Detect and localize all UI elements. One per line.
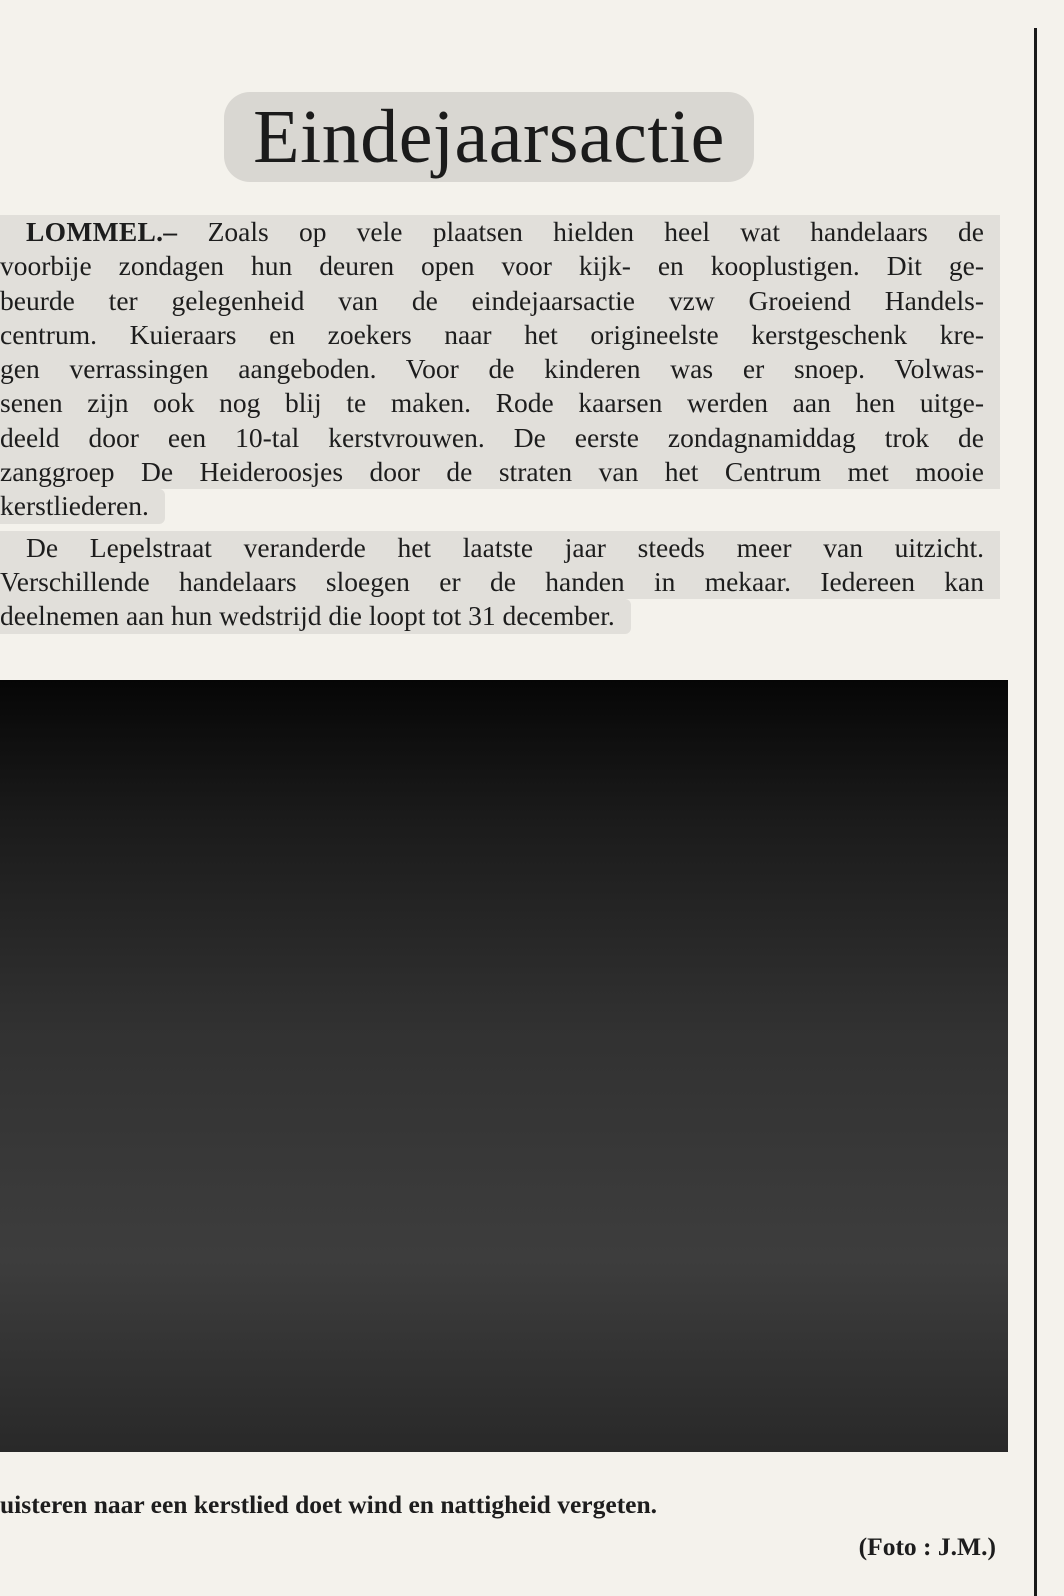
article-line: beurde ter gelegenheid van de eindejaarsactie vzw Groeiend Handels-: [0, 284, 1000, 318]
photo-caption: uisteren naar een kerstlied doet wind en nattigheid vergeten.: [0, 1490, 658, 1519]
dateline: LOMMEL.–: [26, 216, 178, 247]
article-line-text: Zoals op vele plaatsen hielden heel wat handelaars de: [207, 216, 985, 247]
article-line: centrum. Kuieraars en zoekers naar het origineelste kerstgeschenk kre-: [0, 318, 1000, 352]
article-line: deeld door een 10-tal kerstvrouwen. De eerste zondagnamiddag trok de: [0, 421, 1000, 455]
headline-highlight: [224, 92, 754, 182]
article-body: [0, 215, 1000, 641]
article-line: kerstliederen.: [0, 489, 165, 523]
article-line: Verschillende handelaars sloegen er de handen in mekaar. Iedereen kan: [0, 565, 1000, 599]
photo-credit: (Foto : J.M.): [858, 1532, 996, 1561]
article-line: De Lepelstraat veranderde het laatste jaar steeds meer van uitzicht.: [0, 531, 1000, 565]
headline: Eindejaarsactie: [253, 95, 725, 179]
article-line: deelnemen aan hun wedstrijd die loopt tot 31 december.: [0, 599, 631, 633]
column-rule: [1034, 28, 1037, 1596]
photo: [0, 680, 1008, 1452]
article-line: [0, 215, 1000, 249]
article-line: gen verrassingen aangeboden. Voor de kinderen was er snoep. Volwas-: [0, 352, 1000, 386]
article-line: voorbije zondagen hun deuren open voor kijk- en kooplustigen. Dit ge-: [0, 249, 1000, 283]
article-line: zanggroep De Heideroosjes door de straten van het Centrum met mooie: [0, 455, 1000, 489]
article-line: senen zijn ook nog blij te maken. Rode kaarsen werden aan hen uitge-: [0, 386, 1000, 420]
